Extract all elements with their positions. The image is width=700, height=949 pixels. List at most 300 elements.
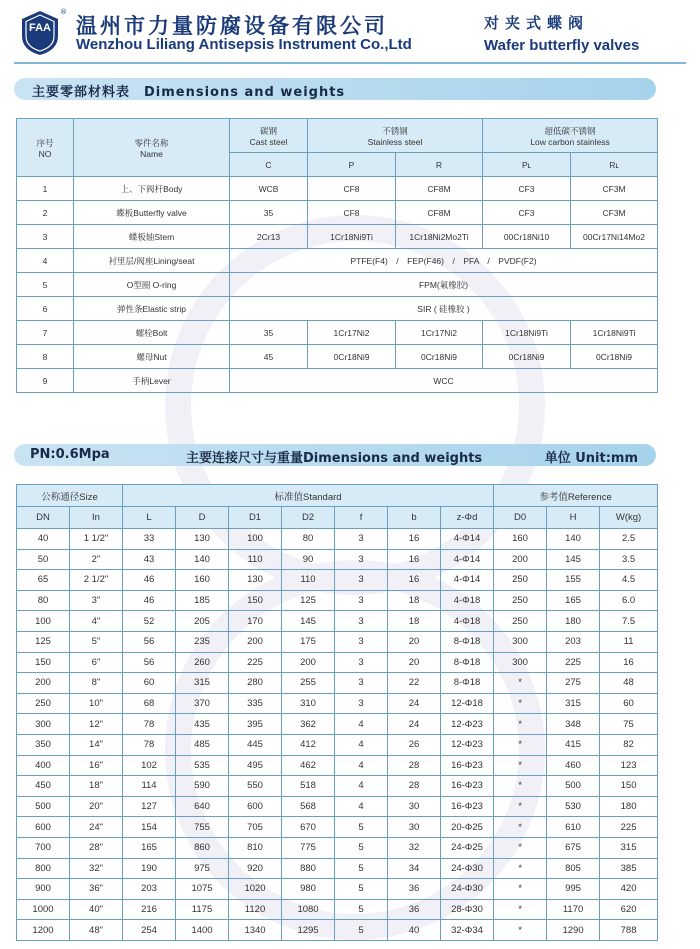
data-cell: 200 xyxy=(282,652,335,673)
data-cell: 16 xyxy=(388,570,441,591)
data-cell: 500 xyxy=(547,776,600,797)
data-cell: 535 xyxy=(176,755,229,776)
data-cell: 16-Φ23 xyxy=(441,755,494,776)
data-cell: 900 xyxy=(17,879,70,900)
data-cell: 110 xyxy=(282,570,335,591)
dimensions-table xyxy=(16,484,658,941)
data-cell: 5 xyxy=(335,837,388,858)
data-cell: 1000 xyxy=(17,899,70,920)
data-cell: 8-Φ18 xyxy=(441,673,494,694)
data-cell: 495 xyxy=(229,755,282,776)
header-cell xyxy=(74,119,230,177)
data-cell: 640 xyxy=(176,796,229,817)
part-name-cell: 衬里层/阀座Lining/seat xyxy=(74,249,230,273)
page-header xyxy=(14,8,686,58)
subheader-cell: R xyxy=(396,153,483,177)
data-cell: 1175 xyxy=(176,899,229,920)
data-cell: 568 xyxy=(282,796,335,817)
data-cell: 975 xyxy=(176,858,229,879)
table-row xyxy=(17,611,658,632)
data-cell: 485 xyxy=(176,734,229,755)
data-cell: 1290 xyxy=(547,920,600,941)
data-cell: 8-Φ18 xyxy=(441,631,494,652)
table-row xyxy=(17,796,658,817)
data-cell: 123 xyxy=(600,755,658,776)
row-number-cell: 2 xyxy=(17,201,74,225)
data-cell: 3.5 xyxy=(600,549,658,570)
data-cell: 315 xyxy=(176,673,229,694)
table-header-row xyxy=(17,119,658,153)
table-row xyxy=(17,201,658,225)
table-row xyxy=(17,714,658,735)
header-cell xyxy=(230,119,308,153)
data-cell: 56 xyxy=(123,652,176,673)
data-cell: * xyxy=(494,734,547,755)
data-cell: 60 xyxy=(600,693,658,714)
table-row xyxy=(17,837,658,858)
header-cell: 标准值Standard xyxy=(123,485,494,507)
data-cell: 315 xyxy=(547,693,600,714)
material-cell: SIR ( 硅橡胶 ) xyxy=(230,297,658,321)
data-cell: 3 xyxy=(335,631,388,652)
data-cell: 1 1/2" xyxy=(70,529,123,550)
column-header: D1 xyxy=(229,507,282,529)
data-cell: 250 xyxy=(494,611,547,632)
data-cell: 980 xyxy=(282,879,335,900)
data-cell: 65 xyxy=(17,570,70,591)
data-cell: 300 xyxy=(17,714,70,735)
data-cell: 16-Φ23 xyxy=(441,776,494,797)
row-number-cell: 3 xyxy=(17,225,74,249)
table-row xyxy=(17,570,658,591)
data-cell: 200 xyxy=(229,631,282,652)
data-cell: 155 xyxy=(547,570,600,591)
part-name-cell: 上、下阀杆Body xyxy=(74,177,230,201)
data-cell: 600 xyxy=(229,796,282,817)
material-cell: 1Cr18Ni2Mo2Ti xyxy=(396,225,483,249)
data-cell: 415 xyxy=(547,734,600,755)
data-cell: 78 xyxy=(123,734,176,755)
data-cell: 250 xyxy=(17,693,70,714)
data-cell: * xyxy=(494,817,547,838)
data-cell: 1120 xyxy=(229,899,282,920)
data-cell: 16" xyxy=(70,755,123,776)
data-cell: 250 xyxy=(494,590,547,611)
company-name-en: Wenzhou Liliang Antisepsis Instrument Co.,Ltd xyxy=(76,36,412,53)
header-cell: 公称通径Size xyxy=(17,485,123,507)
subheader-cell: Pʟ xyxy=(483,153,571,177)
data-cell: 4-Φ18 xyxy=(441,611,494,632)
data-cell: 8" xyxy=(70,673,123,694)
company-name-cn: 温州市力量防腐设备有限公司 xyxy=(76,14,388,38)
data-cell: 203 xyxy=(123,879,176,900)
table-row xyxy=(17,273,658,297)
material-cell: CF8 xyxy=(308,201,396,225)
data-cell: 28-Φ30 xyxy=(441,899,494,920)
data-cell: 445 xyxy=(229,734,282,755)
part-name-cell: 蝶板轴Stem xyxy=(74,225,230,249)
data-cell: 140 xyxy=(176,549,229,570)
material-cell: FPM(氟橡胶) xyxy=(230,273,658,297)
material-cell: WCB xyxy=(230,177,308,201)
data-cell: 518 xyxy=(282,776,335,797)
data-cell: 150 xyxy=(229,590,282,611)
part-name-cell: 螺母Nut xyxy=(74,345,230,369)
data-cell: 2 1/2" xyxy=(70,570,123,591)
data-cell: 335 xyxy=(229,693,282,714)
column-header: D0 xyxy=(494,507,547,529)
data-cell: 395 xyxy=(229,714,282,735)
data-cell: 30 xyxy=(388,817,441,838)
data-cell: 1170 xyxy=(547,899,600,920)
table-row xyxy=(17,920,658,941)
data-cell: 16 xyxy=(388,549,441,570)
material-cell: 1Cr18Ni9Ti xyxy=(571,321,658,345)
data-cell: 460 xyxy=(547,755,600,776)
data-cell: 1295 xyxy=(282,920,335,941)
row-number-cell: 4 xyxy=(17,249,74,273)
data-cell: 3 xyxy=(335,590,388,611)
data-cell: 225 xyxy=(229,652,282,673)
header-label: 不锈钢 xyxy=(382,125,408,136)
data-cell: 216 xyxy=(123,899,176,920)
table-row xyxy=(17,673,658,694)
data-cell: 20 xyxy=(388,631,441,652)
table-row xyxy=(17,693,658,714)
data-cell: 12-Φ23 xyxy=(441,734,494,755)
material-cell: 1Cr18Ni9Ti xyxy=(308,225,396,249)
material-cell: CF3M xyxy=(571,177,658,201)
column-header: W(kg) xyxy=(600,507,658,529)
material-cell: CF8M xyxy=(396,201,483,225)
data-cell: 4 xyxy=(335,776,388,797)
data-cell: 14" xyxy=(70,734,123,755)
data-cell: 60 xyxy=(123,673,176,694)
data-cell: 100 xyxy=(17,611,70,632)
data-cell: 3" xyxy=(70,590,123,611)
data-cell: 154 xyxy=(123,817,176,838)
data-cell: 170 xyxy=(229,611,282,632)
data-cell: 40" xyxy=(70,899,123,920)
data-cell: * xyxy=(494,879,547,900)
data-cell: 5 xyxy=(335,879,388,900)
header-divider xyxy=(14,62,686,64)
material-cell: 0Cr18Ni9 xyxy=(308,345,396,369)
column-header: z-Φd xyxy=(441,507,494,529)
data-cell: 880 xyxy=(282,858,335,879)
data-cell: 145 xyxy=(282,611,335,632)
header-label: NO xyxy=(38,148,52,159)
data-cell: 24-Φ25 xyxy=(441,837,494,858)
data-cell: 5 xyxy=(335,817,388,838)
material-cell: 1Cr17Ni2 xyxy=(308,321,396,345)
data-cell: 362 xyxy=(282,714,335,735)
section-title: 主要连接尺寸与重量Dimensions and weights xyxy=(186,451,483,466)
data-cell: 160 xyxy=(494,529,547,550)
column-header: DN xyxy=(17,507,70,529)
data-cell: 24-Φ30 xyxy=(441,879,494,900)
data-cell: 200 xyxy=(17,673,70,694)
data-cell: 32 xyxy=(388,837,441,858)
header-cell xyxy=(483,119,658,153)
table-row xyxy=(17,631,658,652)
data-cell: 4 xyxy=(335,734,388,755)
header-label: 超低碳不锈钢 xyxy=(544,125,596,136)
data-cell: 36 xyxy=(388,879,441,900)
data-cell: 450 xyxy=(17,776,70,797)
data-cell: 52 xyxy=(123,611,176,632)
data-cell: 43 xyxy=(123,549,176,570)
data-cell: 165 xyxy=(547,590,600,611)
table-row xyxy=(17,549,658,570)
data-cell: 12-Φ23 xyxy=(441,714,494,735)
table-row xyxy=(17,345,658,369)
data-cell: 125 xyxy=(282,590,335,611)
data-cell: 130 xyxy=(176,529,229,550)
table-row xyxy=(17,529,658,550)
part-name-cell: 弹性条Elastic strip xyxy=(74,297,230,321)
data-cell: 50 xyxy=(17,549,70,570)
header-label: Cast steel xyxy=(249,136,288,147)
data-cell: 7.5 xyxy=(600,611,658,632)
data-cell: 675 xyxy=(547,837,600,858)
table-row xyxy=(17,652,658,673)
data-cell: 130 xyxy=(229,570,282,591)
data-cell: 32" xyxy=(70,858,123,879)
row-number-cell: 9 xyxy=(17,369,74,393)
data-cell: 46 xyxy=(123,590,176,611)
data-cell: 4 xyxy=(335,796,388,817)
data-cell: 600 xyxy=(17,817,70,838)
logo-text: FAA xyxy=(29,22,51,34)
column-header: f xyxy=(335,507,388,529)
data-cell: 4 xyxy=(335,714,388,735)
material-cell: 0Cr18Ni9 xyxy=(483,345,571,369)
table-row xyxy=(17,879,658,900)
data-cell: 254 xyxy=(123,920,176,941)
product-name-en: Wafer butterfly valves xyxy=(484,37,640,54)
data-cell: 180 xyxy=(600,796,658,817)
header-cell xyxy=(308,119,483,153)
data-cell: 275 xyxy=(547,673,600,694)
data-cell: 995 xyxy=(547,879,600,900)
product-name-cn: 对夹式蝶阀 xyxy=(484,14,590,32)
data-cell: 22 xyxy=(388,673,441,694)
data-cell: 500 xyxy=(17,796,70,817)
material-cell: CF8 xyxy=(308,177,396,201)
data-cell: 160 xyxy=(176,570,229,591)
data-cell: 280 xyxy=(229,673,282,694)
data-cell: 78 xyxy=(123,714,176,735)
data-cell: 4-Φ14 xyxy=(441,570,494,591)
data-cell: 16 xyxy=(388,529,441,550)
data-cell: 255 xyxy=(282,673,335,694)
material-cell: CF3 xyxy=(483,177,571,201)
column-header: H xyxy=(547,507,600,529)
table-header-row xyxy=(17,507,658,529)
data-cell: 1200 xyxy=(17,920,70,941)
material-cell: CF8M xyxy=(396,177,483,201)
material-cell: 35 xyxy=(230,321,308,345)
data-cell: 200 xyxy=(494,549,547,570)
data-cell: 203 xyxy=(547,631,600,652)
data-cell: 40 xyxy=(388,920,441,941)
data-cell: 33 xyxy=(123,529,176,550)
data-cell: 670 xyxy=(282,817,335,838)
data-cell: 2.5 xyxy=(600,529,658,550)
data-cell: 250 xyxy=(494,570,547,591)
data-cell: 150 xyxy=(17,652,70,673)
table-row xyxy=(17,177,658,201)
data-cell: 788 xyxy=(600,920,658,941)
data-cell: 3 xyxy=(335,673,388,694)
data-cell: 30 xyxy=(388,796,441,817)
row-number-cell: 5 xyxy=(17,273,74,297)
header-cell xyxy=(17,119,74,177)
data-cell: 5 xyxy=(335,920,388,941)
data-cell: 6" xyxy=(70,652,123,673)
data-cell: 20-Φ25 xyxy=(441,817,494,838)
data-cell: 550 xyxy=(229,776,282,797)
subheader-cell: C xyxy=(230,153,308,177)
data-cell: 4" xyxy=(70,611,123,632)
header-cell: 参考值Reference xyxy=(494,485,658,507)
column-header: D xyxy=(176,507,229,529)
header-label: Low carbon stainless xyxy=(530,136,610,147)
data-cell: 1080 xyxy=(282,899,335,920)
data-cell: 100 xyxy=(229,529,282,550)
material-cell: 0Cr18Ni9 xyxy=(396,345,483,369)
data-cell: 235 xyxy=(176,631,229,652)
data-cell: 40 xyxy=(17,529,70,550)
data-cell: 190 xyxy=(123,858,176,879)
material-cell: CF3 xyxy=(483,201,571,225)
data-cell: 2" xyxy=(70,549,123,570)
material-cell: CF3M xyxy=(571,201,658,225)
data-cell: 4-Φ14 xyxy=(441,529,494,550)
data-cell: 4 xyxy=(335,755,388,776)
section-title-bar xyxy=(14,444,656,466)
data-cell: * xyxy=(494,776,547,797)
data-cell: * xyxy=(494,796,547,817)
data-cell: 350 xyxy=(17,734,70,755)
data-cell: 300 xyxy=(494,652,547,673)
data-cell: 300 xyxy=(494,631,547,652)
data-cell: 20" xyxy=(70,796,123,817)
data-cell: 114 xyxy=(123,776,176,797)
table-row xyxy=(17,755,658,776)
data-cell: 3 xyxy=(335,529,388,550)
material-cell: 45 xyxy=(230,345,308,369)
data-cell: 225 xyxy=(547,652,600,673)
data-cell: 18 xyxy=(388,611,441,632)
table-row xyxy=(17,590,658,611)
data-cell: * xyxy=(494,755,547,776)
data-cell: 32-Φ34 xyxy=(441,920,494,941)
header-label: Name xyxy=(140,148,163,159)
data-cell: 28" xyxy=(70,837,123,858)
table-row xyxy=(17,858,658,879)
data-cell: 20 xyxy=(388,652,441,673)
data-cell: 1020 xyxy=(229,879,282,900)
header-label: Stainless steel xyxy=(367,136,423,147)
header-label: 序号 xyxy=(36,137,54,148)
data-cell: 80 xyxy=(17,590,70,611)
data-cell: 805 xyxy=(547,858,600,879)
column-header: b xyxy=(388,507,441,529)
data-cell: 127 xyxy=(123,796,176,817)
part-name-cell: O型圈 O-ring xyxy=(74,273,230,297)
material-cell: 0Cr18Ni9 xyxy=(571,345,658,369)
column-header: L xyxy=(123,507,176,529)
table-row xyxy=(17,249,658,273)
part-name-cell: 蝶板Butterfly valve xyxy=(74,201,230,225)
row-number-cell: 7 xyxy=(17,321,74,345)
data-cell: 1075 xyxy=(176,879,229,900)
data-cell: 3 xyxy=(335,549,388,570)
data-cell: 435 xyxy=(176,714,229,735)
row-number-cell: 1 xyxy=(17,177,74,201)
data-cell: 705 xyxy=(229,817,282,838)
row-number-cell: 6 xyxy=(17,297,74,321)
data-cell: 24 xyxy=(388,693,441,714)
data-cell: 8-Φ18 xyxy=(441,652,494,673)
data-cell: 3 xyxy=(335,611,388,632)
data-cell: 700 xyxy=(17,837,70,858)
data-cell: 56 xyxy=(123,631,176,652)
data-cell: 68 xyxy=(123,693,176,714)
data-cell: 810 xyxy=(229,837,282,858)
data-cell: 80 xyxy=(282,529,335,550)
part-name-cell: 螺栓Bolt xyxy=(74,321,230,345)
data-cell: 11 xyxy=(600,631,658,652)
data-cell: 385 xyxy=(600,858,658,879)
data-cell: 412 xyxy=(282,734,335,755)
data-cell: 860 xyxy=(176,837,229,858)
data-cell: 6.0 xyxy=(600,590,658,611)
data-cell: 260 xyxy=(176,652,229,673)
material-cell: 2Cr13 xyxy=(230,225,308,249)
data-cell: 4.5 xyxy=(600,570,658,591)
data-cell: 610 xyxy=(547,817,600,838)
table-row xyxy=(17,321,658,345)
data-cell: 3 xyxy=(335,693,388,714)
table-row xyxy=(17,225,658,249)
data-cell: 165 xyxy=(123,837,176,858)
data-cell: 125 xyxy=(17,631,70,652)
data-cell: 185 xyxy=(176,590,229,611)
material-cell: 00Cr18Ni10 xyxy=(483,225,571,249)
unit-label: 单位 Unit:mm xyxy=(544,451,638,466)
data-cell: 102 xyxy=(123,755,176,776)
data-cell: 34 xyxy=(388,858,441,879)
data-cell: 420 xyxy=(600,879,658,900)
material-cell: 1Cr17Ni2 xyxy=(396,321,483,345)
data-cell: 5 xyxy=(335,858,388,879)
data-cell: 590 xyxy=(176,776,229,797)
data-cell: 26 xyxy=(388,734,441,755)
data-cell: 620 xyxy=(600,899,658,920)
data-cell: 16-Φ23 xyxy=(441,796,494,817)
registered-mark: ® xyxy=(60,8,67,16)
data-cell: 82 xyxy=(600,734,658,755)
section-title-bar xyxy=(14,78,656,100)
column-header: D2 xyxy=(282,507,335,529)
header-label: 碳钢 xyxy=(259,125,277,136)
data-cell: 3 xyxy=(335,570,388,591)
data-cell: 400 xyxy=(17,755,70,776)
table-row xyxy=(17,817,658,838)
